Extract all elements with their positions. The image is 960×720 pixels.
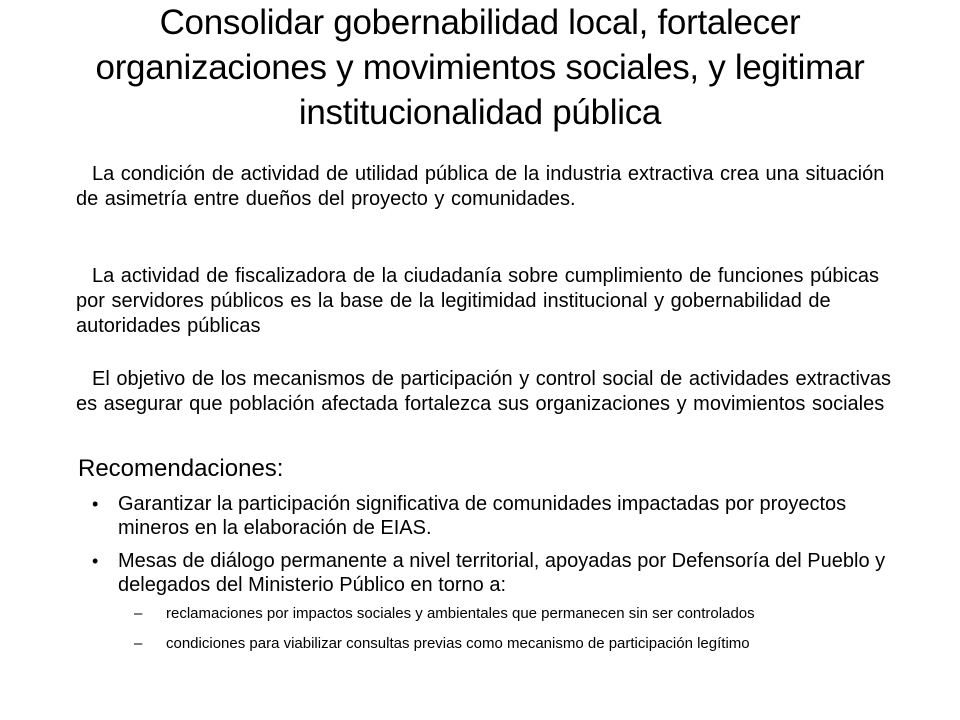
recommendation-text: Garantizar la participación significativa de comunidades impactadas por proyectos mineros en la elaboración de EIAS. — [118, 493, 847, 539]
slide-title: Consolidar gobernabilidad local, fortalecer organizaciones y movimientos sociales, y legitimar institucionalidad pública — [95, 3, 865, 132]
dash-icon: – — [134, 635, 143, 652]
recommendation-item — [90, 549, 910, 652]
recommendation-item — [90, 492, 910, 540]
subitem-text: condiciones para viabilizar consultas previas como mecanismo de participación legítimo — [166, 635, 750, 652]
recommendations-list — [90, 492, 910, 665]
recommendation-subitem — [118, 605, 910, 622]
bullet-icon: • — [92, 551, 99, 571]
recommendation-text: Mesas de diálogo permanente a nivel territorial, apoyadas por Defensoría del Pueblo y delegados del Ministerio Público en torno a: — [118, 550, 886, 596]
recommendation-subitem — [118, 635, 910, 652]
recommendations-heading: Recomendaciones: — [78, 455, 284, 482]
paragraph-asymmetry: La condición de actividad de utilidad pública de la industria extractiva crea una situación de asimetría entre dueños del proyecto y comunidades. — [76, 163, 885, 210]
paragraph-citizen-oversight: La actividad de fiscalizadora de la ciudadanía sobre cumplimiento de funciones púbicas por servidores públicos es la base de la legitimidad institucional y gobernabilidad de autoridades públicas — [76, 265, 880, 337]
bullet-icon: • — [92, 494, 99, 514]
subitem-text: reclamaciones por impactos sociales y ambientales que permanecen sin ser controlados — [166, 605, 755, 622]
dash-icon: – — [134, 605, 143, 622]
recommendation-sublist — [118, 605, 910, 652]
paragraph-participation-objective: El objetivo de los mecanismos de participación y control social de actividades extractivas es asegurar que población afectada fortalezca sus organizaciones y movimientos sociales — [76, 368, 892, 415]
